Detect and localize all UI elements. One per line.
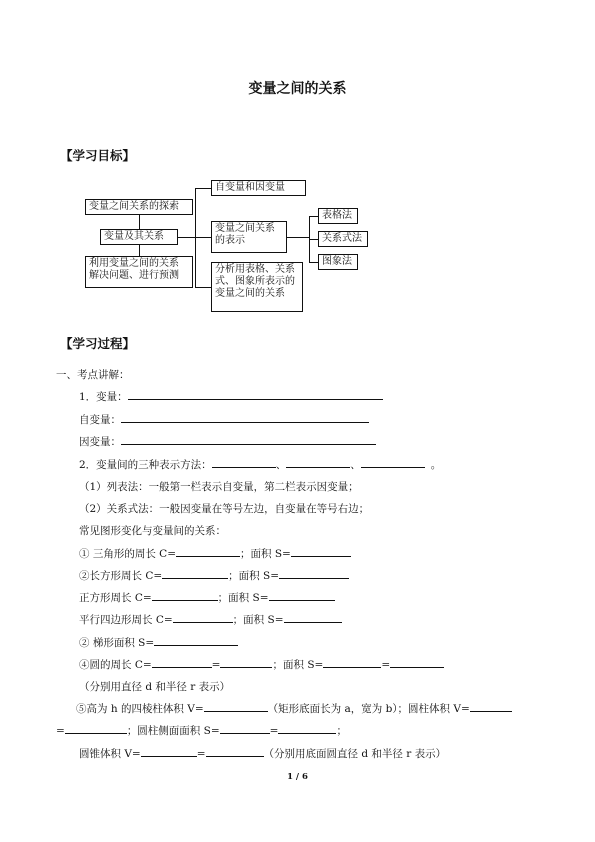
separator: 。 (430, 459, 442, 471)
label: ；面积 S= (228, 570, 280, 582)
text-line (79, 590, 335, 605)
fill-blank[interactable] (121, 434, 376, 445)
diagram-text: 的表示 (215, 235, 245, 246)
diagram-connector (309, 216, 318, 217)
text-line: 常见图形变化与变量间的关系： (79, 525, 226, 537)
fill-blank[interactable] (152, 590, 218, 601)
label: 正方形周长 C= (79, 592, 152, 604)
label: 平行四边形周长 C= (79, 614, 173, 626)
fill-blank[interactable] (220, 723, 270, 734)
fill-blank[interactable] (154, 635, 238, 646)
label: ②长方形周长 C= (79, 570, 163, 582)
diagram-connector (195, 237, 211, 238)
text-line (79, 457, 441, 472)
label: （分别用底面圆直径 d 和半径 r 表示） (263, 748, 447, 760)
diagram-connector (195, 188, 211, 189)
page-number: 1 / 6 (287, 772, 308, 782)
diagram-connector (139, 215, 140, 229)
fill-blank[interactable] (65, 723, 127, 734)
text-line: （1）列表法：一般第一栏表示自变量，第二栏表示因变量； (79, 481, 359, 493)
diagram-text: 利用变量之间的关系 (89, 258, 179, 269)
diagram-text: 自变量和因变量 (215, 182, 285, 193)
text-line (79, 568, 349, 583)
diagram-box-graph (318, 254, 358, 270)
label: ② 梯形面积 S= (79, 637, 155, 649)
diagram-box-predict (85, 256, 193, 288)
diagram-connector (195, 287, 211, 288)
fill-blank[interactable] (152, 657, 212, 668)
fill-blank[interactable] (291, 546, 351, 557)
label: 圆锥体积 V= (79, 748, 141, 760)
fill-blank[interactable] (162, 568, 228, 579)
diagram-text: 变量之间的关系 (215, 288, 285, 299)
label: = (269, 725, 279, 737)
separator: 、 (350, 459, 361, 471)
diagram-connector (309, 262, 318, 263)
label: （矩形底面长为 a，宽为 b）；圆柱体积 V= (267, 703, 470, 715)
diagram-text: 式、图象所表示的 (215, 276, 295, 287)
label: ；面积 S= (272, 659, 324, 671)
fill-blank[interactable] (323, 657, 381, 668)
label: ⑤高为 h 的四棱柱体积 V= (76, 703, 204, 715)
fill-blank[interactable] (173, 612, 233, 623)
fill-blank[interactable] (128, 389, 383, 400)
fill-blank[interactable] (212, 457, 276, 468)
text-line (76, 701, 512, 716)
diagram-box-formula (318, 231, 368, 247)
fill-blank[interactable] (206, 746, 264, 757)
diagram-box-representation (211, 221, 287, 253)
diagram-box-table (318, 208, 358, 224)
diagram-text: 变量之间关系的探索 (89, 201, 179, 212)
fill-blank[interactable] (176, 546, 240, 557)
fill-blank[interactable] (279, 568, 349, 579)
text-line (79, 434, 376, 449)
label: 因变量： (79, 436, 121, 448)
diagram-text: 图象法 (322, 256, 352, 267)
label: ④圆的周长 C= (79, 659, 152, 671)
text-line (79, 546, 351, 561)
fill-blank[interactable] (390, 657, 444, 668)
diagram-text: 解决问题、进行预测 (89, 270, 179, 281)
fill-blank[interactable] (121, 412, 369, 423)
diagram-box-variables (100, 229, 178, 245)
fill-blank[interactable] (278, 723, 336, 734)
label: ；圆柱侧面面积 S= (126, 725, 220, 737)
label: = (56, 725, 65, 737)
text-line (79, 612, 342, 627)
diagram-box-ind-dep (211, 180, 306, 196)
label: ； (336, 725, 347, 737)
diagram-text: 变量之间关系 (215, 223, 275, 234)
label: = (211, 659, 221, 671)
fill-blank[interactable] (361, 457, 425, 468)
diagram-connector (287, 237, 309, 238)
text-line (79, 746, 446, 761)
label: ① 三角形的周长 C= (79, 548, 177, 560)
text-line (79, 389, 383, 404)
fill-blank[interactable] (269, 590, 335, 601)
fill-blank[interactable] (204, 701, 268, 712)
diagram-connector (139, 245, 140, 256)
diagram-text: 变量及其关系 (104, 231, 164, 242)
fill-blank[interactable] (470, 701, 512, 712)
fill-blank[interactable] (220, 657, 272, 668)
page-title: 变量之间的关系 (248, 81, 347, 97)
text-line (79, 635, 238, 650)
label: ；面积 S= (232, 614, 284, 626)
fill-blank[interactable] (286, 457, 350, 468)
diagram-text: 表格法 (322, 210, 352, 221)
section-heading-goals: 【学习目标】 (60, 148, 136, 163)
outline-heading: 一、考点讲解： (56, 369, 130, 381)
diagram-connector (309, 239, 318, 240)
label: 1．变量： (79, 391, 128, 403)
fill-blank[interactable] (141, 746, 197, 757)
text-line (56, 723, 347, 738)
diagram-box-explore (85, 199, 193, 215)
text-line: （2）关系式法：一般因变量在等号左边，自变量在等号右边； (79, 503, 370, 515)
label: 自变量： (79, 414, 121, 426)
label: ；面积 S= (217, 592, 269, 604)
text-line (79, 412, 369, 427)
label: ；面积 S= (240, 548, 291, 560)
diagram-connector (178, 237, 195, 238)
diagram-box-analyze (211, 262, 303, 312)
text-line (79, 657, 444, 672)
label: = (196, 748, 206, 760)
label: = (381, 659, 391, 671)
diagram-text: 分析用表格、关系 (215, 264, 295, 275)
section-heading-process: 【学习过程】 (60, 336, 136, 351)
fill-blank[interactable] (284, 612, 342, 623)
label: 2．变量间的三种表示方法： (79, 459, 212, 471)
separator: 、 (275, 459, 287, 471)
diagram-text: 关系式法 (322, 233, 362, 244)
text-line: （分别用直径 d 和半径 r 表示） (79, 681, 231, 693)
